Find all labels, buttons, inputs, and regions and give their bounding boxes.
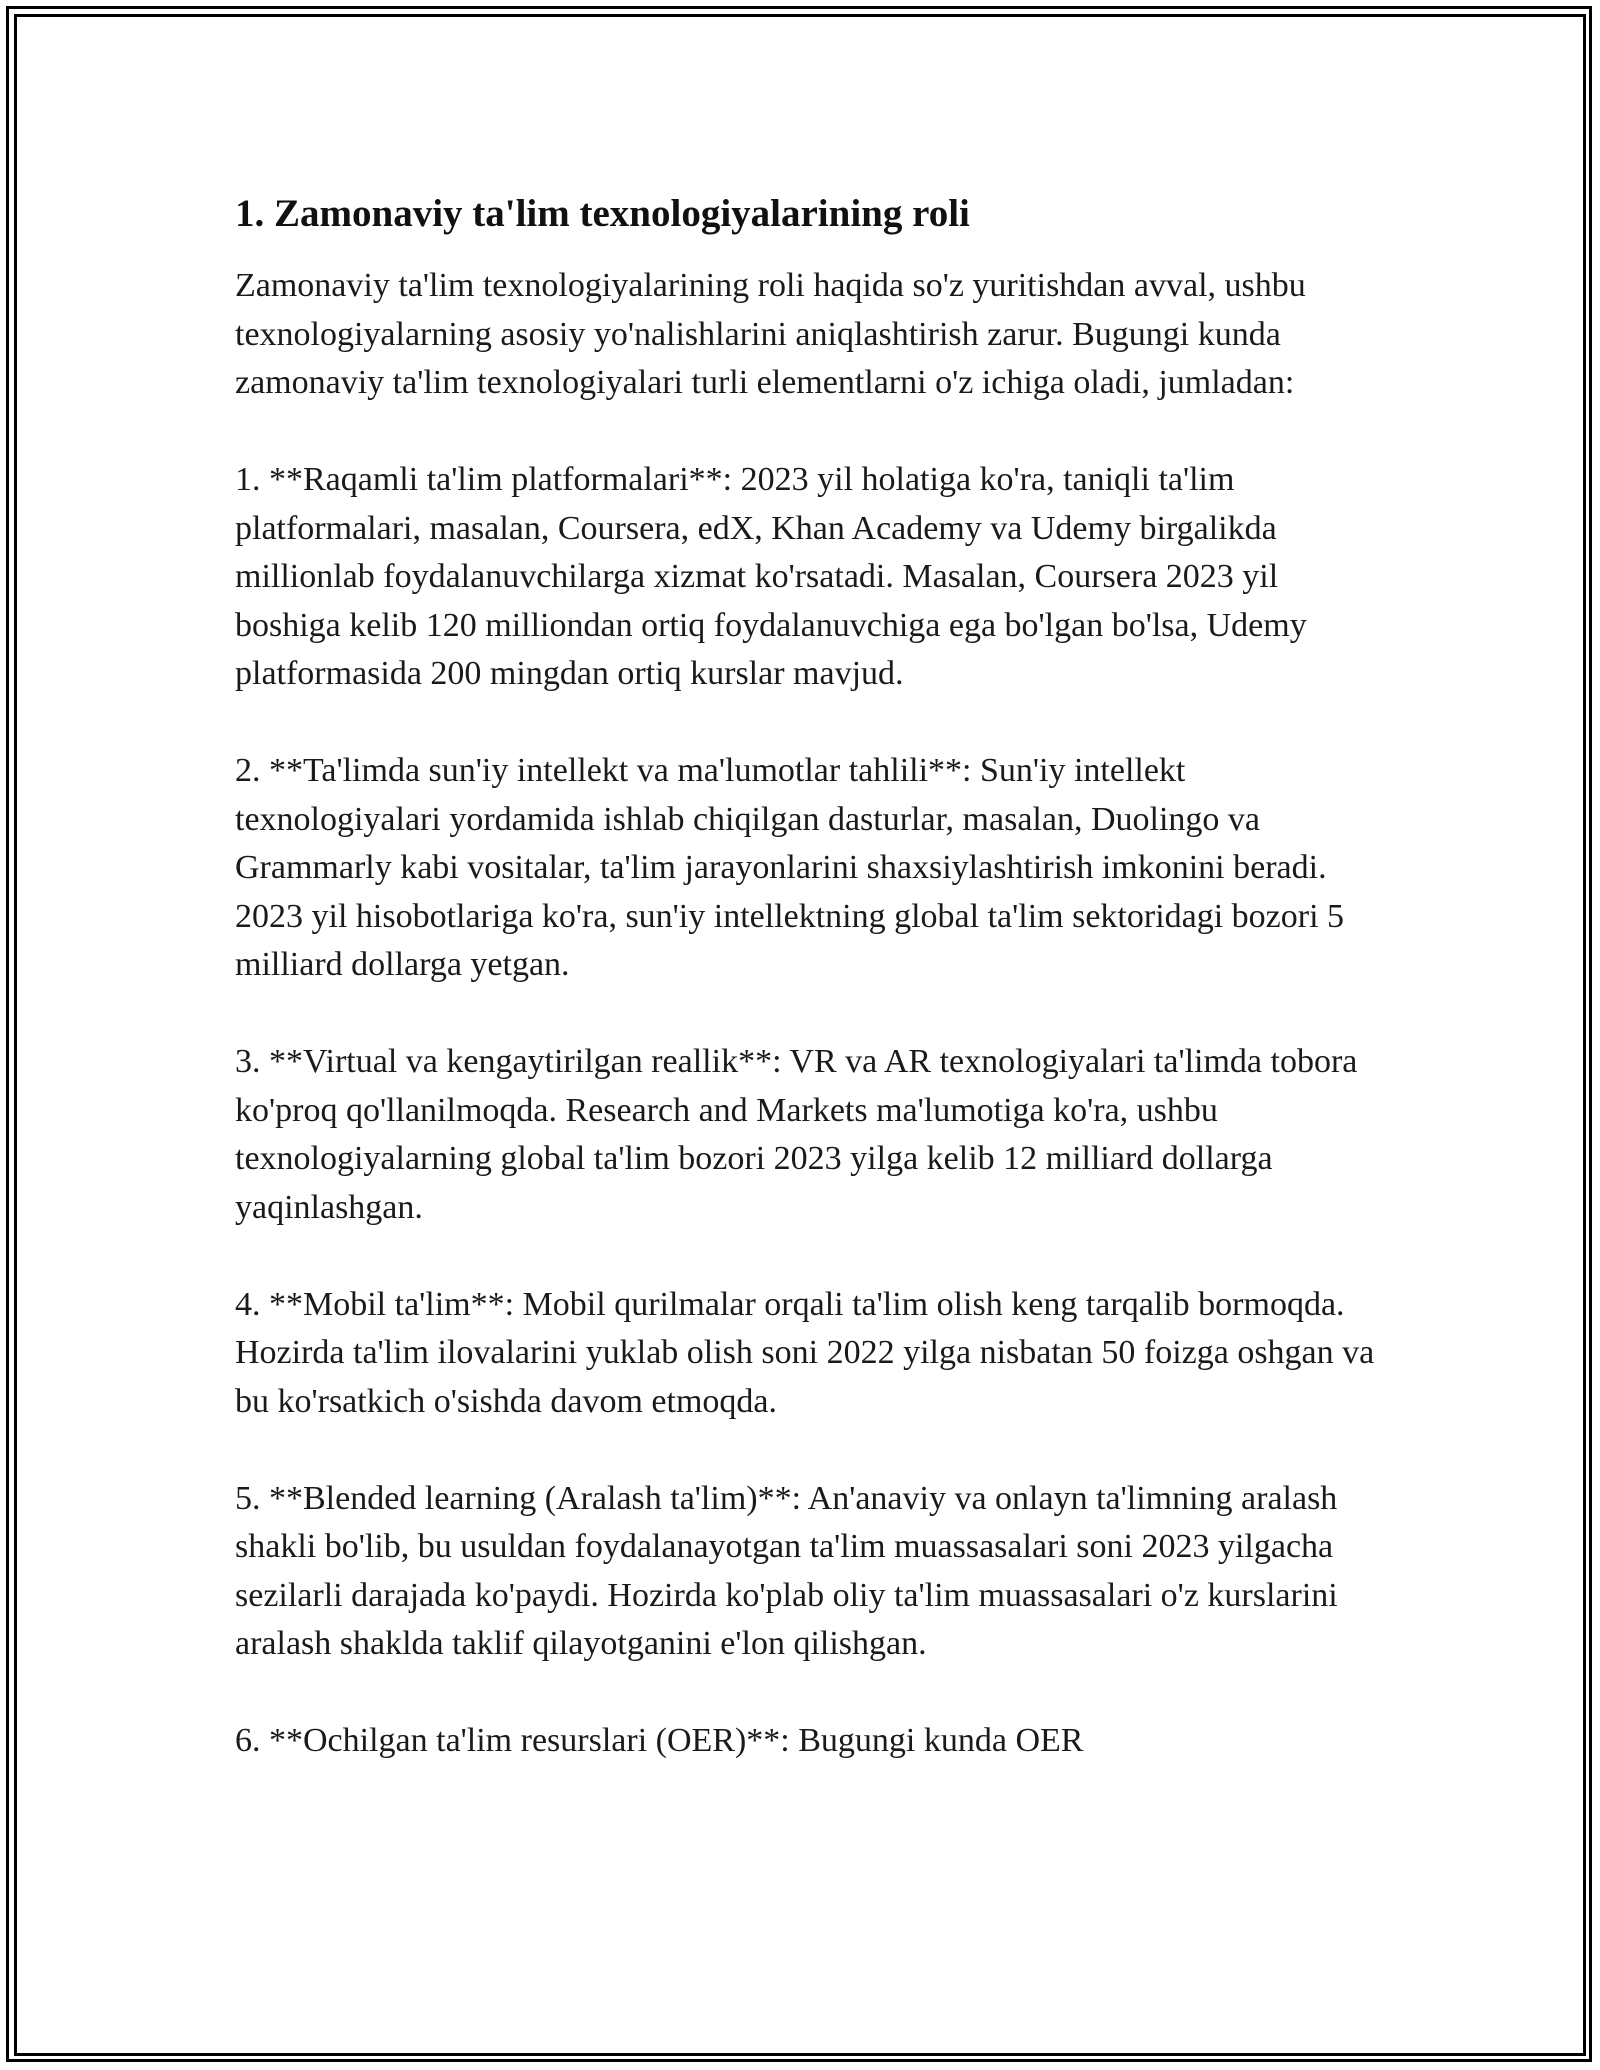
intro-paragraph: Zamonaviy ta'lim texnologiyalarining roli haqida so'z yuritishdan avval, ushbu texnologiyalarning asosiy yo'nalishlarini aniqlashtirish zarur. Bugungi kunda zamonaviy ta'lim texnologiyalari turli elementlarni o'z ichiga oladi, jumladan:: [235, 267, 1306, 401]
list-item-oer: 6. **Ochilgan ta'lim resurslari (OER)**: Bugungi kunda OER: [235, 1722, 1084, 1759]
list-item-blended-learning: 5. **Blended learning (Aralash ta'lim)**: An'anaviy va onlayn ta'limning aralash shakli bo'lib, bu usuldan foydalanayotgan ta'lim muassasalari soni 2023 yilgacha sezilarli darajada ko'paydi. Hozirda ko'plab oliy ta'lim muassasalari o'z kurslarini aralash shaklda taklif qilayotganini e'lon qilishgan.: [235, 1479, 1338, 1662]
list-item-digital-platforms: 1. **Raqamli ta'lim platformalari**: 2023 yil holatiga ko'ra, taniqli ta'lim platformalari, masalan, Coursera, edX, Khan Academy va Udemy birgalikda millionlab foydalanuvchilarga xizmat ko'rsatadi. Masalan, Coursera 2023 yil boshiga kelib 120 milliondan ortiq foydalanuvchiga ega bo'lgan bo'lsa, Udemy platformasida 200 mingdan ortiq kurslar mavjud.: [235, 461, 1307, 692]
list-item-vr-ar: 3. **Virtual va kengaytirilgan reallik**: VR va AR texnologiyalari ta'limda tobora ko'proq qo'llanilmoqda. Research and Markets ma'lumotiga ko'ra, ushbu texnologiyalarning global ta'lim bozori 2023 yilga kelib 12 milliard dollarga yaqinlashgan.: [235, 1043, 1358, 1226]
list-item-mobile-learning: 4. **Mobil ta'lim**: Mobil qurilmalar orqali ta'lim olish keng tarqalib bormoqda. Hozirda ta'lim ilovalarini yuklab olish soni 2022 yilga nisbatan 50 foizga oshgan va bu ko'rsatkich o'sishda davom etmoqda.: [235, 1285, 1375, 1420]
section-heading: 1. Zamonaviy ta'lim texnologiyalarining roli: [235, 192, 970, 235]
document-body: [235, 186, 1385, 1766]
list-item-ai-analytics: 2. **Ta'limda sun'iy intellekt va ma'lumotlar tahlili**: Sun'iy intellekt texnologiyalari yordamida ishlab chiqilgan dasturlar, masalan, Duolingo va Grammarly kabi vositalar, ta'lim jarayonlarini shaxsiylashtirish imkonini beradi. 2023 yil hisobotlariga ko'ra, sun'iy intellektning global ta'lim sektoridagi bozori 5 milliard dollarga yetgan.: [235, 752, 1345, 983]
